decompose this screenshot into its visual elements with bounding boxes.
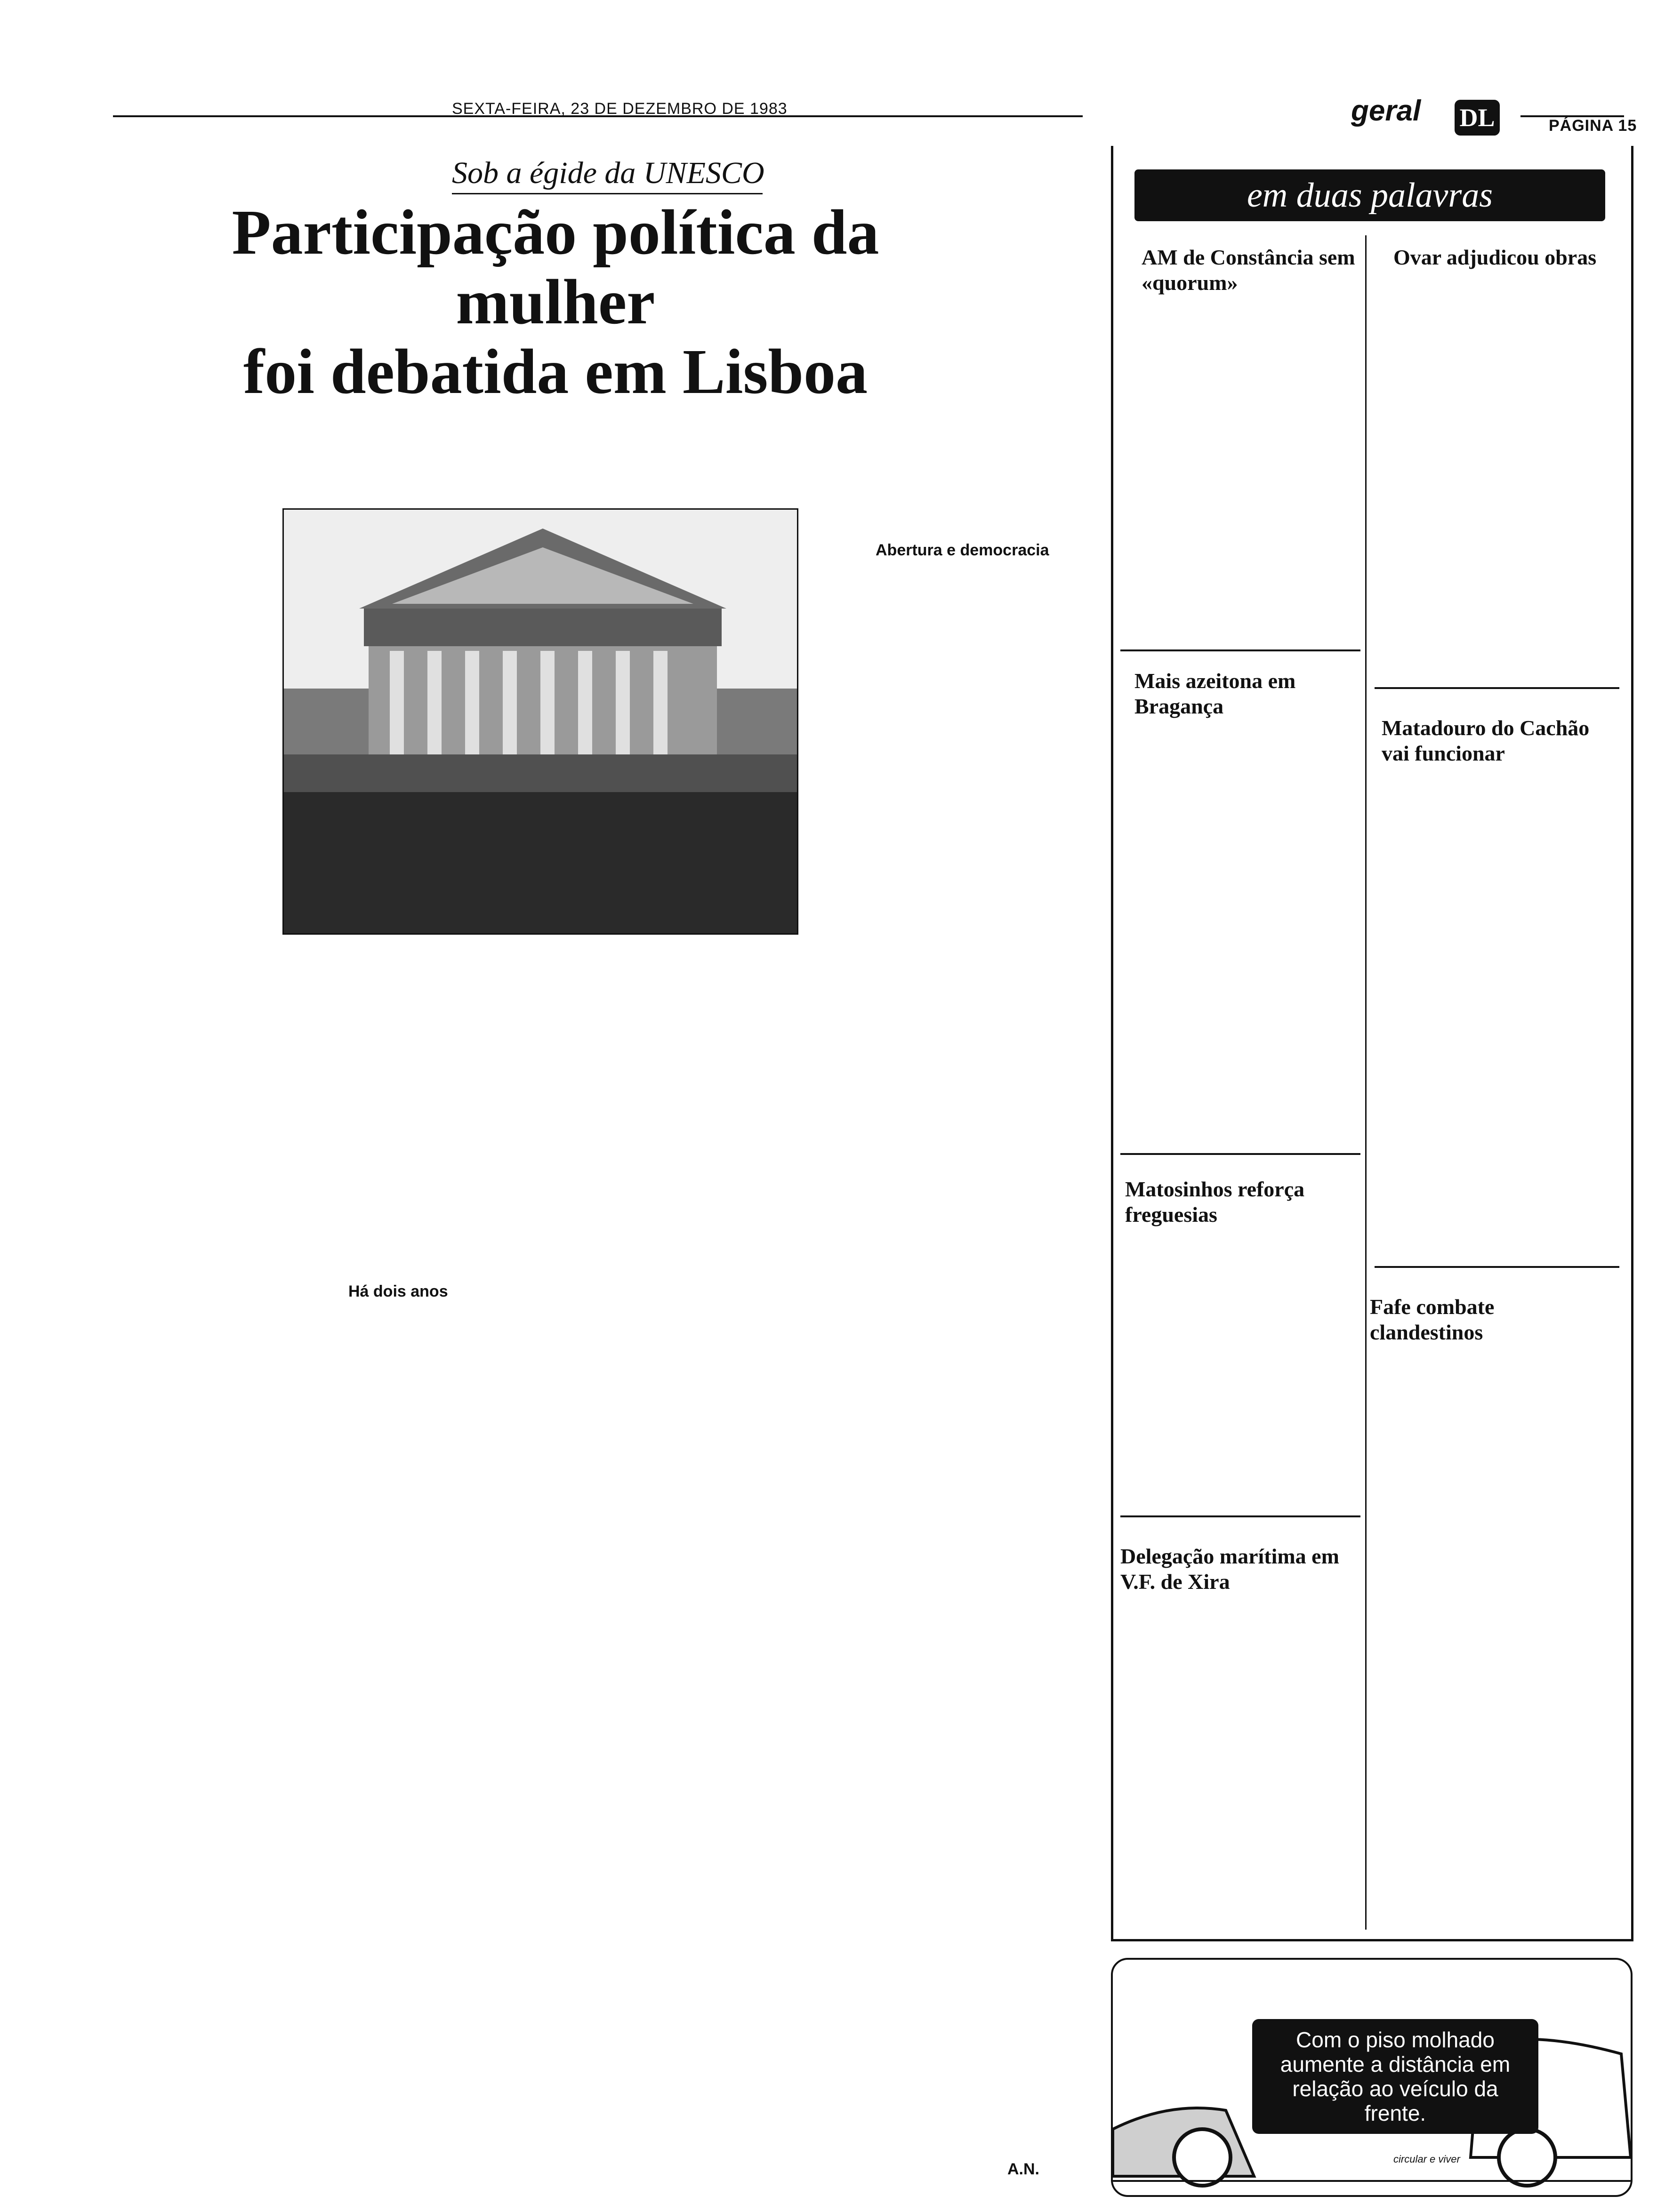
brief-rule bbox=[1120, 649, 1360, 651]
brief-rule bbox=[1120, 1153, 1360, 1155]
brief-title-ovar: Ovar adjudicou obras bbox=[1393, 245, 1597, 269]
news-briefs-sidebar bbox=[1111, 146, 1633, 1941]
article-headline bbox=[141, 198, 970, 407]
sidebar-banner: em duas palavras bbox=[1134, 169, 1605, 221]
article-kicker: Sob a égide da UNESCO bbox=[452, 156, 764, 190]
article-signature: A.N. bbox=[1007, 2160, 1039, 2178]
brief-title-constancia: AM de Constância sem «quorum» bbox=[1142, 245, 1355, 295]
brief-title-braganca: Mais azeitona em Bragança bbox=[1134, 669, 1296, 718]
subhead-dois-anos: Há dois anos bbox=[348, 1282, 448, 1300]
building-crowd-photo bbox=[284, 510, 797, 933]
brief-title-xira: Delegação marítima em V.F. de Xira bbox=[1120, 1544, 1339, 1594]
subhead-abertura: Abertura e democracia bbox=[876, 541, 1049, 559]
section-name: geral bbox=[1351, 95, 1421, 127]
ad-slogan: Com o piso molhado aumente a distância em relação ao veículo da frente. bbox=[1252, 2019, 1538, 2134]
kicker-underline bbox=[452, 193, 763, 194]
brief-rule bbox=[1375, 1266, 1619, 1268]
headline-line-1: Participação política da mulher bbox=[232, 197, 879, 337]
issue-date: SEXTA-FEIRA, 23 DE DEZEMBRO DE 1983 bbox=[452, 100, 788, 118]
brief-rule bbox=[1375, 687, 1619, 689]
brief-title-fafe: Fafe combate clandestinos bbox=[1370, 1295, 1495, 1344]
sidebar-column-divider bbox=[1365, 235, 1367, 1930]
ad-brand-logo: circular e viver bbox=[1393, 2153, 1460, 2165]
page-number: PÁGINA 15 bbox=[1549, 117, 1637, 135]
headline-line-2: foi debatida em Lisboa bbox=[243, 337, 868, 407]
newspaper-logo: DL bbox=[1455, 100, 1500, 136]
brief-rule bbox=[1120, 1515, 1360, 1517]
article-photo bbox=[282, 508, 798, 935]
brief-title-cachao: Matadouro do Cachão vai funcionar bbox=[1382, 716, 1590, 765]
brief-title-matosinhos: Matosinhos reforça freguesias bbox=[1125, 1177, 1305, 1226]
